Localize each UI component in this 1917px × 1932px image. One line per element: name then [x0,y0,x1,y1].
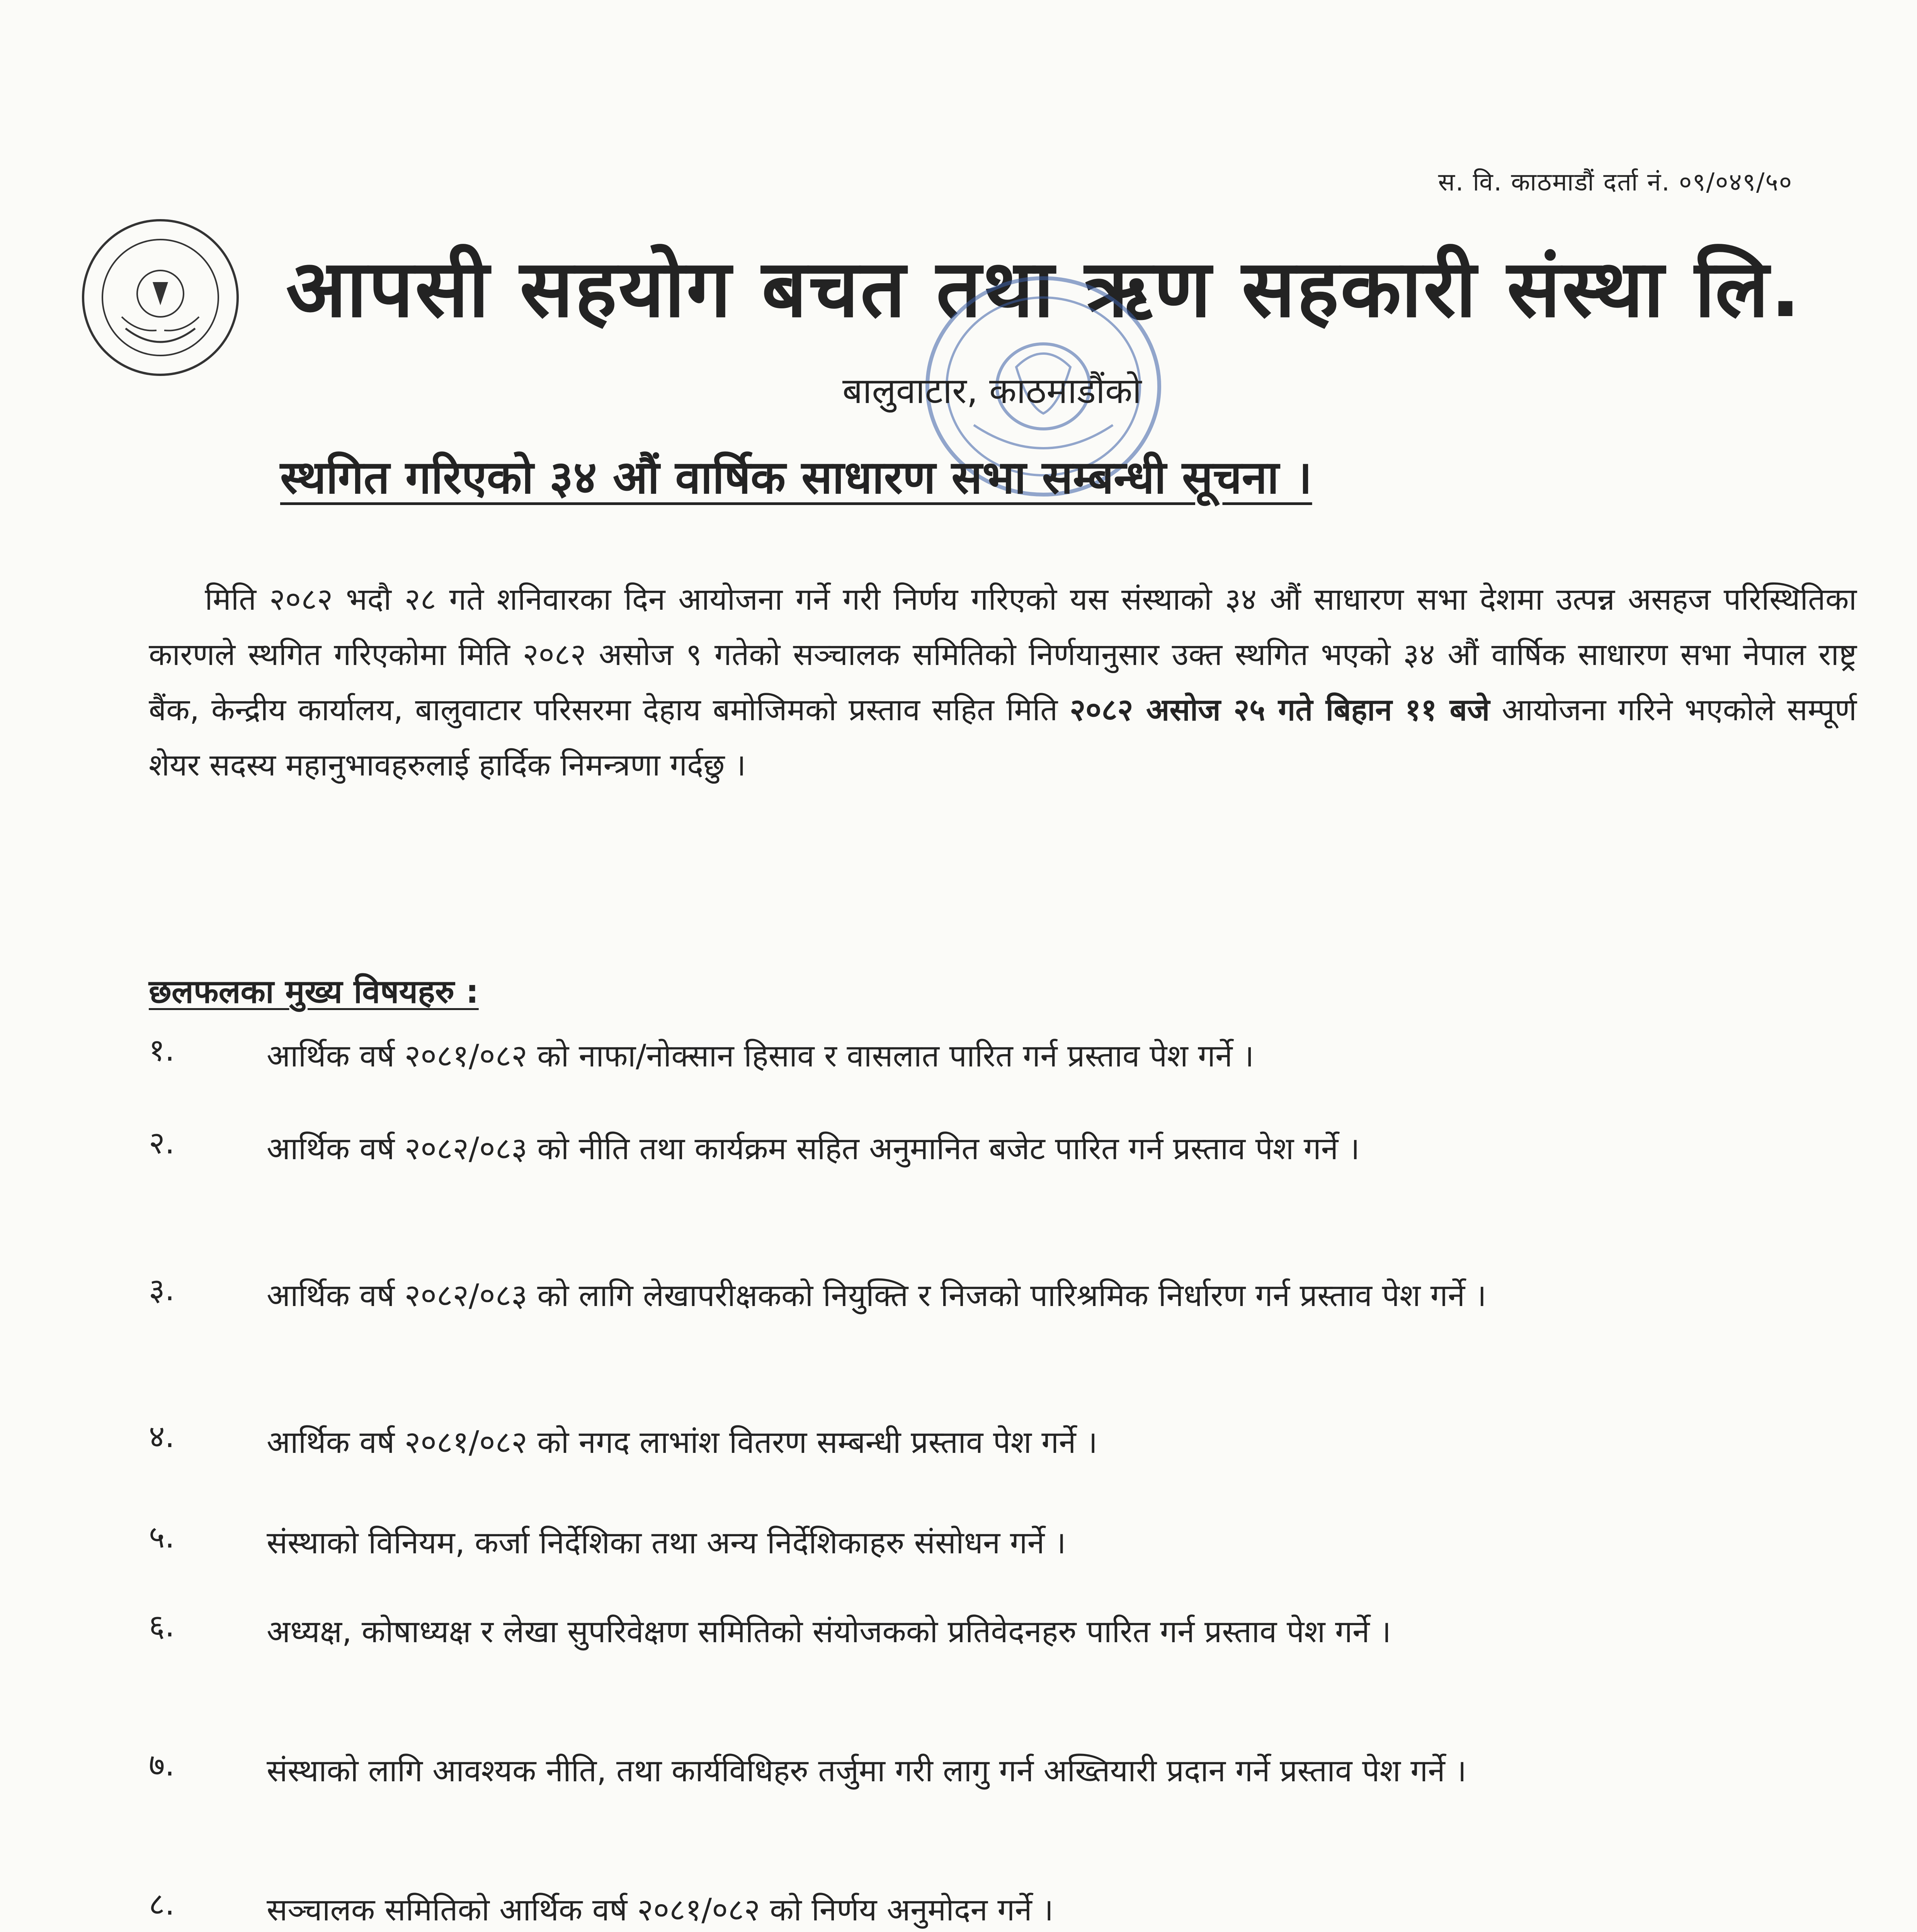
agenda-text: आर्थिक वर्ष २०८२/०८३ को नीति तथा कार्यक्रम सहित अनुमानित बजेट पारित गर्न प्रस्ताव पेश गर्ने । [267,1131,1360,1167]
agenda-number: ५. [149,1519,175,1555]
agenda-text: सञ्चालक समितिको आर्थिक वर्ष २०८१/०८२ को निर्णय अनुमोदन गर्ने । [267,1892,1054,1928]
organization-name: आपसी सहयोग बचत तथा ऋण सहकारी संस्था लि. [286,243,1802,335]
agenda-text: आर्थिक वर्ष २०८१/०८२ को नाफा/नोक्सान हिसाव र वासलात पारित गर्न प्रस्ताव पेश गर्ने । [267,1038,1254,1074]
agenda-item [149,1743,1861,1799]
agenda-number: ७. [149,1747,175,1783]
notice-title: स्थगित गरिएको ३४ औं वार्षिक साधारण सभा सम्बन्धी सूचना । [280,451,1312,504]
agenda-heading: छलफलका मुख्य विषयहरु : [149,973,479,1010]
intro-text-end: आयोजना गरिने भएकोले सम्पूर्ण शेयर सदस्य महानुभावहरुलाई हार्दिक निमन्त्रणा गर्दछु । [149,692,1857,783]
agenda-text: संस्थाको लागि आवश्यक नीति, तथा कार्यविधिहरु तर्जुमा गरी लागु गर्न अख्तियारी प्रदान गर्ने प्रस्ताव पेश गर्ने । [267,1753,1467,1789]
agenda-item [149,1267,1861,1323]
agenda-text: अध्यक्ष, कोषाध्यक्ष र लेखा सुपरिवेक्षण समितिको संयोजकको प्रतिवेदनहरु पारित गर्न प्रस्ताव पेश गर्ने । [267,1614,1391,1650]
agenda-item [149,1882,1861,1932]
agenda-text: आर्थिक वर्ष २०८१/०८२ को नगद लाभांश वितरण सम्बन्धी प्रस्ताव पेश गर्ने । [267,1424,1098,1460]
agenda-number: ३. [149,1272,175,1308]
organization-logo-icon [79,216,242,379]
agenda-number: १. [149,1032,175,1068]
intro-text: मिति २०८२ भदौ २८ गते शनिवारका दिन आयोजना गर्ने गरी निर्णय गरिएको यस संस्थाको ३४ औं साधारण सभा देशमा उत्पन्न असहज परिस्थितिका कारणले स्थगित गरिएकोमा मिति २०८२ असोज ९ गतेको सञ्चालक समितिको निर्णयानुसार उक्त स्थगित भएको ३४ औं वार्षिक साधारण सभा नेपाल राष्ट्र बैंक, केन्द्रीय कार्यालय, बालुवाटार परिसरमा देहाय बमोजिमको प्रस्ताव सहित मिति [149,582,1857,728]
location-line: बालुवाटार, काठमाडौंको [842,370,1142,412]
agenda-item [149,1028,1861,1084]
intro-paragraph [149,572,1857,793]
agenda-number: ४. [149,1418,175,1454]
agenda-item [149,1121,1861,1177]
agenda-number: ८. [149,1886,175,1922]
agenda-item [149,1604,1861,1660]
agenda-item [149,1414,1861,1470]
agenda-text: आर्थिक वर्ष २०८२/०८३ को लागि लेखापरीक्षकको नियुक्ति र निजको पारिश्रमिक निर्धारण गर्न प्रस्ताव पेश गर्ने । [267,1277,1487,1313]
agenda-text: संस्थाको विनियम, कर्जा निर्देशिका तथा अन्य निर्देशिकाहरु संसोधन गर्ने । [267,1525,1066,1561]
registration-number: स. वि. काठमाडौं दर्ता नं. ०९/०४९/५० [1438,168,1793,197]
meeting-datetime: २०८२ असोज २५ गते बिहान ११ बजे [1070,692,1490,728]
agenda-number: ६. [149,1608,175,1644]
agenda-item [149,1515,1861,1571]
agenda-number: २. [149,1125,175,1161]
